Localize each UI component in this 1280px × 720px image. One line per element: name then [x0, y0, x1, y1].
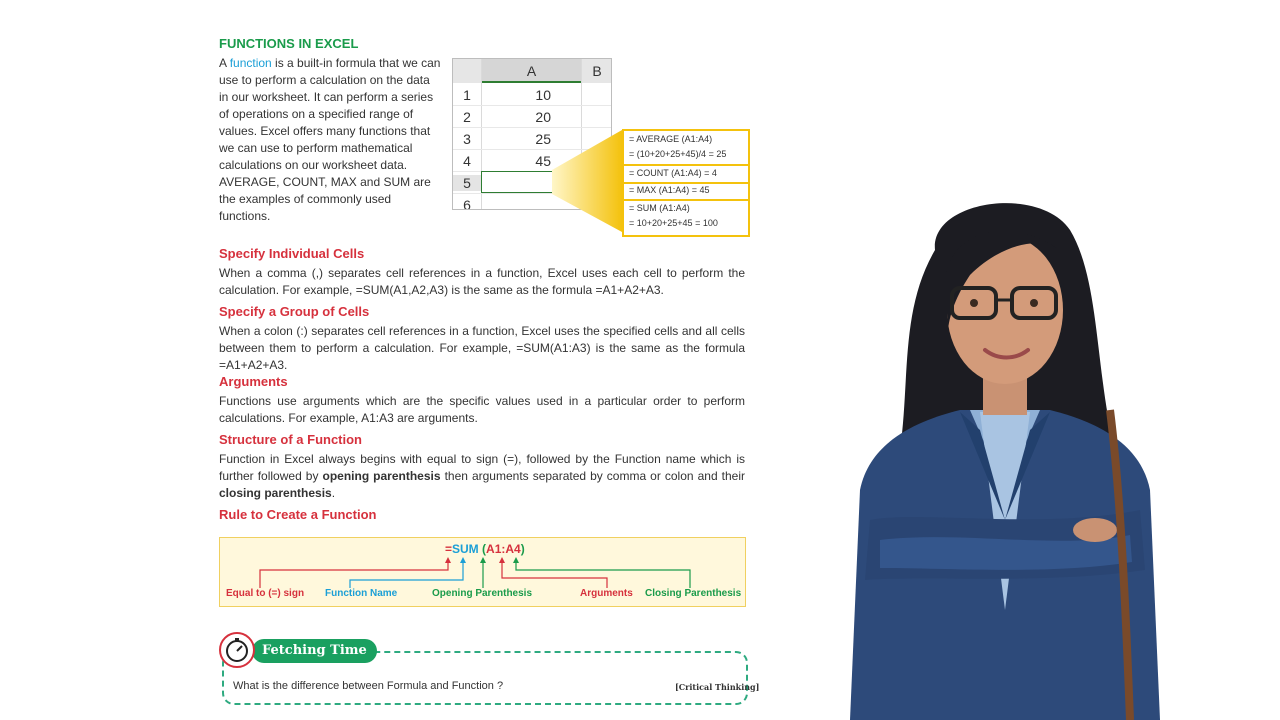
section-heading: Rule to Create a Function [219, 507, 377, 522]
section-text: When a colon (:) separates cell references in a function, Excel uses the specified cells and all cells between them to perform a calculation. For example, =SUM(A1:A3) is the same as the formula =A1+A2+A3. [219, 324, 745, 372]
section-heading: Arguments [219, 374, 288, 389]
section-text [219, 451, 745, 502]
row-number: 4 [463, 153, 471, 169]
cell-value: 20 [535, 109, 551, 125]
intro-before: A [219, 56, 230, 70]
section-heading: Specify a Group of Cells [219, 304, 370, 319]
cell-value: 25 [535, 131, 551, 147]
row-number: 6 [463, 197, 471, 210]
corner-cell [453, 59, 481, 83]
row-number: 3 [463, 131, 471, 147]
row-number: 2 [463, 109, 471, 125]
function-results-callout [622, 129, 750, 237]
fetching-question: What is the difference between Formula and Function ? [233, 680, 504, 692]
structure-text: . [331, 486, 336, 500]
label-opening-parenthesis: Opening Parenthesis [432, 588, 533, 599]
callout-funnel [550, 128, 626, 236]
label-function-name: Function Name [325, 588, 398, 599]
teacher-illustration [840, 190, 1170, 720]
average-result [624, 131, 748, 166]
function-rule-diagram [219, 537, 746, 607]
row-number: 5 [453, 175, 481, 191]
sum-result [624, 200, 748, 233]
cell-value: 10 [535, 87, 551, 103]
max-result: = MAX (A1:A4) = 45 [624, 183, 748, 201]
structure-bold: closing parenthesis [219, 486, 332, 500]
section-text: Functions use arguments which are the specific values used in a particular order to perform calculations. For example, A1:A3 are arguments. [219, 394, 745, 425]
formula-args: A1:A4 [486, 542, 521, 556]
structure-text: then arguments separated by comma or colon and their [440, 469, 745, 483]
sum-calculation: = 10+20+25+45 = 100 [629, 218, 718, 228]
column-header-a: A [482, 59, 581, 83]
cell-value: 45 [535, 153, 551, 169]
formula-close: ) [520, 542, 525, 556]
sum-formula: = SUM (A1:A4) [629, 203, 690, 213]
average-formula: = AVERAGE (A1:A4) [629, 134, 713, 144]
section-heading: Specify Individual Cells [219, 246, 365, 261]
label-arguments: Arguments [580, 588, 633, 599]
intro-paragraph [219, 55, 441, 225]
column-header-b: B [582, 59, 612, 83]
section-text: When a comma (,) separates cell references in a function, Excel uses each cell to perform the calculation. For example, =SUM(A1,A2,A3) is the same as the formula =A1+A2+A3. [219, 266, 745, 297]
section-heading: Structure of a Function [219, 432, 362, 447]
structure-bold: opening parenthesis [322, 469, 441, 483]
formula-open: ( [478, 542, 487, 556]
label-closing-parenthesis: Closing Parenthesis [645, 588, 742, 599]
stopwatch-icon [219, 632, 255, 668]
average-calculation: = (10+20+25+45)/4 = 25 [629, 149, 727, 159]
structure-text: Function in Excel always begins with equal to sign (=), followed by the Function name which is further followed by [219, 452, 745, 483]
intro-after: is a built-in formula that we can use to perform a calculation on the data in our worksheet. It can perform a series of operations on a specified range of values. Excel offers many functions that we can use to perform mathematical calculations on our worksheet data. AVERAGE, COUNT, MAX and SUM are the examples of commonly used functions. [219, 56, 441, 223]
formula-name: SUM [452, 542, 479, 556]
label-equal-sign: Equal to (=) sign [226, 588, 305, 599]
critical-thinking-tag: [Critical Thinking] [675, 682, 760, 692]
fetching-time-badge: Fetching Time [252, 639, 377, 663]
row-number: 1 [463, 87, 471, 103]
intro-keyword: function [229, 56, 272, 70]
page-title: FUNCTIONS IN EXCEL [219, 36, 359, 51]
count-result: = COUNT (A1:A4) = 4 [624, 166, 748, 184]
formula-equal: = [445, 542, 453, 556]
